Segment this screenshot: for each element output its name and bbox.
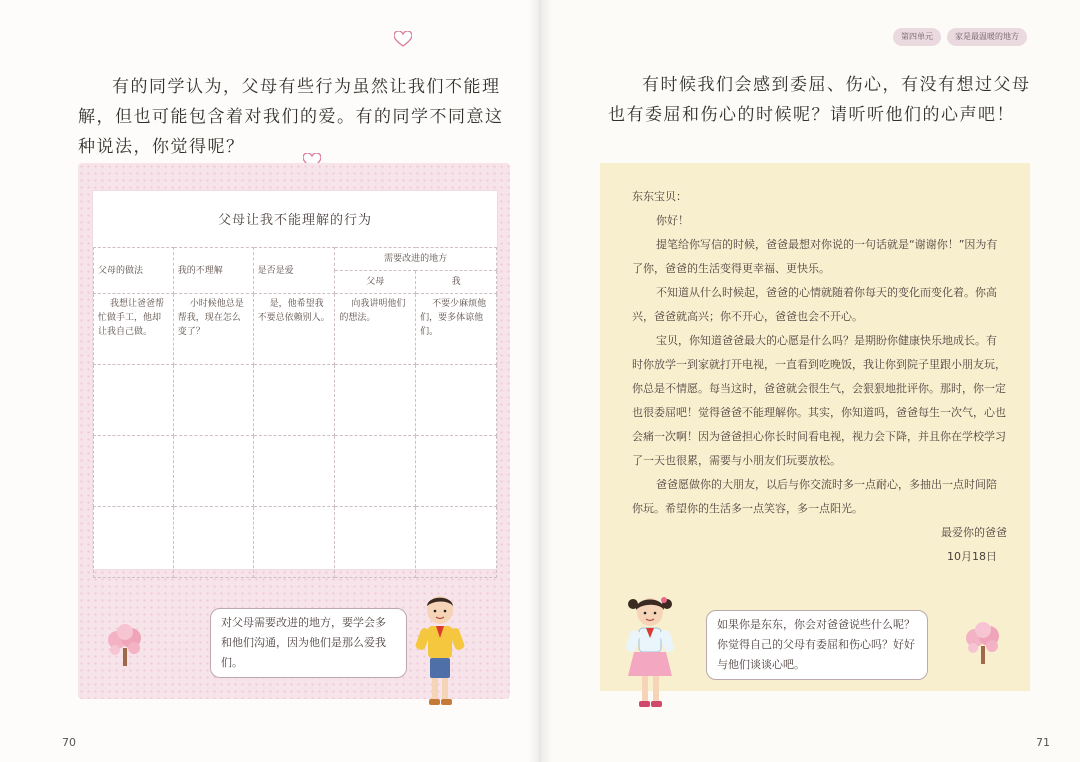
table-cell-empty — [416, 365, 497, 436]
right-intro-text: 有时候我们会感到委屈、伤心，有没有想过父母也有委屈和伤心的时候呢？请听听他们的心声吧！ — [608, 75, 1031, 125]
left-intro-text: 有的同学认为，父母有些行为虽然让我们不能理解，但也可能包含着对我们的爱。有的同学不同意这种说法，你觉得呢？ — [78, 77, 504, 157]
table-cell-empty — [94, 365, 174, 436]
speech-bubble-left: 对父母需要改进的地方，要学会多和他们沟通，因为他们是那么爱我们。 — [210, 608, 407, 678]
page-number-left: 70 — [62, 736, 76, 749]
header-sub-parents: 父母 — [335, 271, 416, 294]
letter-paragraph: 提笔给你写信的时候，爸爸最想对你说的一句话就是“谢谢你！”因为有了你，爸爸的生活变得更幸福、更快乐。 — [632, 238, 998, 275]
header-improvements: 需要改进的地方 — [335, 248, 497, 271]
letter-paragraph: 不知道从什么时候起，爸爸的心情就随着你每天的变化而变化着。你高兴，爸爸就高兴；你不开心，爸爸也会不开心。 — [632, 286, 997, 323]
speech-bubble-right: 如果你是东东，你会对爸爸说些什么呢？你觉得自己的父母有委屈和伤心吗？好好与他们谈谈心吧。 — [706, 610, 928, 680]
letter-paragraph: 爸爸愿做你的大朋友，以后与你交流时多一点耐心，多抽出一点时间陪你玩。希望你的生活多一点笑容，多一点阳光。 — [632, 478, 997, 515]
table-cell-empty — [173, 436, 253, 507]
table-cell-empty — [94, 507, 174, 578]
unit-header — [893, 28, 1027, 46]
table-cell: 小时候他总是帮我，现在怎么变了？ — [173, 294, 253, 365]
header-my-confusion: 我的不理解 — [173, 248, 253, 294]
cherry-tree-icon — [104, 624, 146, 668]
table-cell-empty — [416, 436, 497, 507]
table-cell: 不要少麻烦他们，要多体谅他们。 — [416, 294, 497, 365]
father-letter — [632, 185, 1007, 569]
behavior-table-card — [92, 190, 498, 570]
header-is-love: 是否是爱 — [253, 248, 335, 294]
table-cell: 向我讲明他们的想法。 — [335, 294, 416, 365]
letter-greeting: 你好！ — [656, 214, 689, 227]
table-cell-empty — [335, 436, 416, 507]
table-cell-empty — [416, 507, 497, 578]
girl-figure-icon — [620, 594, 680, 714]
header-parent-action: 父母的做法 — [94, 248, 174, 294]
table-row — [94, 294, 497, 365]
page-number-right: 71 — [1036, 736, 1050, 749]
table-row — [94, 436, 497, 507]
header-sub-me: 我 — [416, 271, 497, 294]
heart-icon — [394, 31, 412, 47]
unit-tag: 第四单元 — [893, 28, 941, 46]
table-cell-empty — [94, 436, 174, 507]
table-cell-empty — [253, 436, 335, 507]
table-cell-empty — [335, 365, 416, 436]
letter-paragraph: 宝贝，你知道爸爸最大的心愿是什么吗？是期盼你健康快乐地成长。有时你放学一到家就打开电视，一直看到吃晚饭，我让你到院子里跟小朋友玩，你总是不情愿。每当这时，爸爸就会很生气，会狠狠地批评你。那时，你一定也很委屈吧！觉得爸爸不能理解你。其实，你知道吗，爸爸每生一次气，心也会痛一次啊！因为爸爸担心你长时间看电视，视力会下降，并且你在学校学习了一天也很累，需要与小朋友们玩要放松。 — [632, 334, 1006, 467]
table-cell-empty — [253, 365, 335, 436]
table-row — [94, 365, 497, 436]
table-cell-empty — [335, 507, 416, 578]
boy-figure-icon — [412, 592, 468, 712]
letter-signature: 最爱你的爸爸 — [941, 526, 1007, 539]
table-cell: 我想让爸爸帮忙做手工，他却让我自己做。 — [94, 294, 174, 365]
table-cell-empty — [253, 507, 335, 578]
book-gutter — [528, 0, 552, 762]
table-title: 父母让我不能理解的行为 — [217, 213, 372, 228]
table-cell: 是，他希望我不要总依赖别人。 — [253, 294, 335, 365]
unit-title-tag: 家是最温暖的地方 — [947, 28, 1027, 46]
letter-date: 10月18日 — [947, 550, 997, 563]
letter-salutation: 东东宝贝： — [632, 190, 687, 203]
cherry-tree-icon — [962, 622, 1004, 666]
behavior-table — [93, 247, 497, 578]
table-cell-empty — [173, 365, 253, 436]
table-cell-empty — [173, 507, 253, 578]
table-row — [94, 507, 497, 578]
